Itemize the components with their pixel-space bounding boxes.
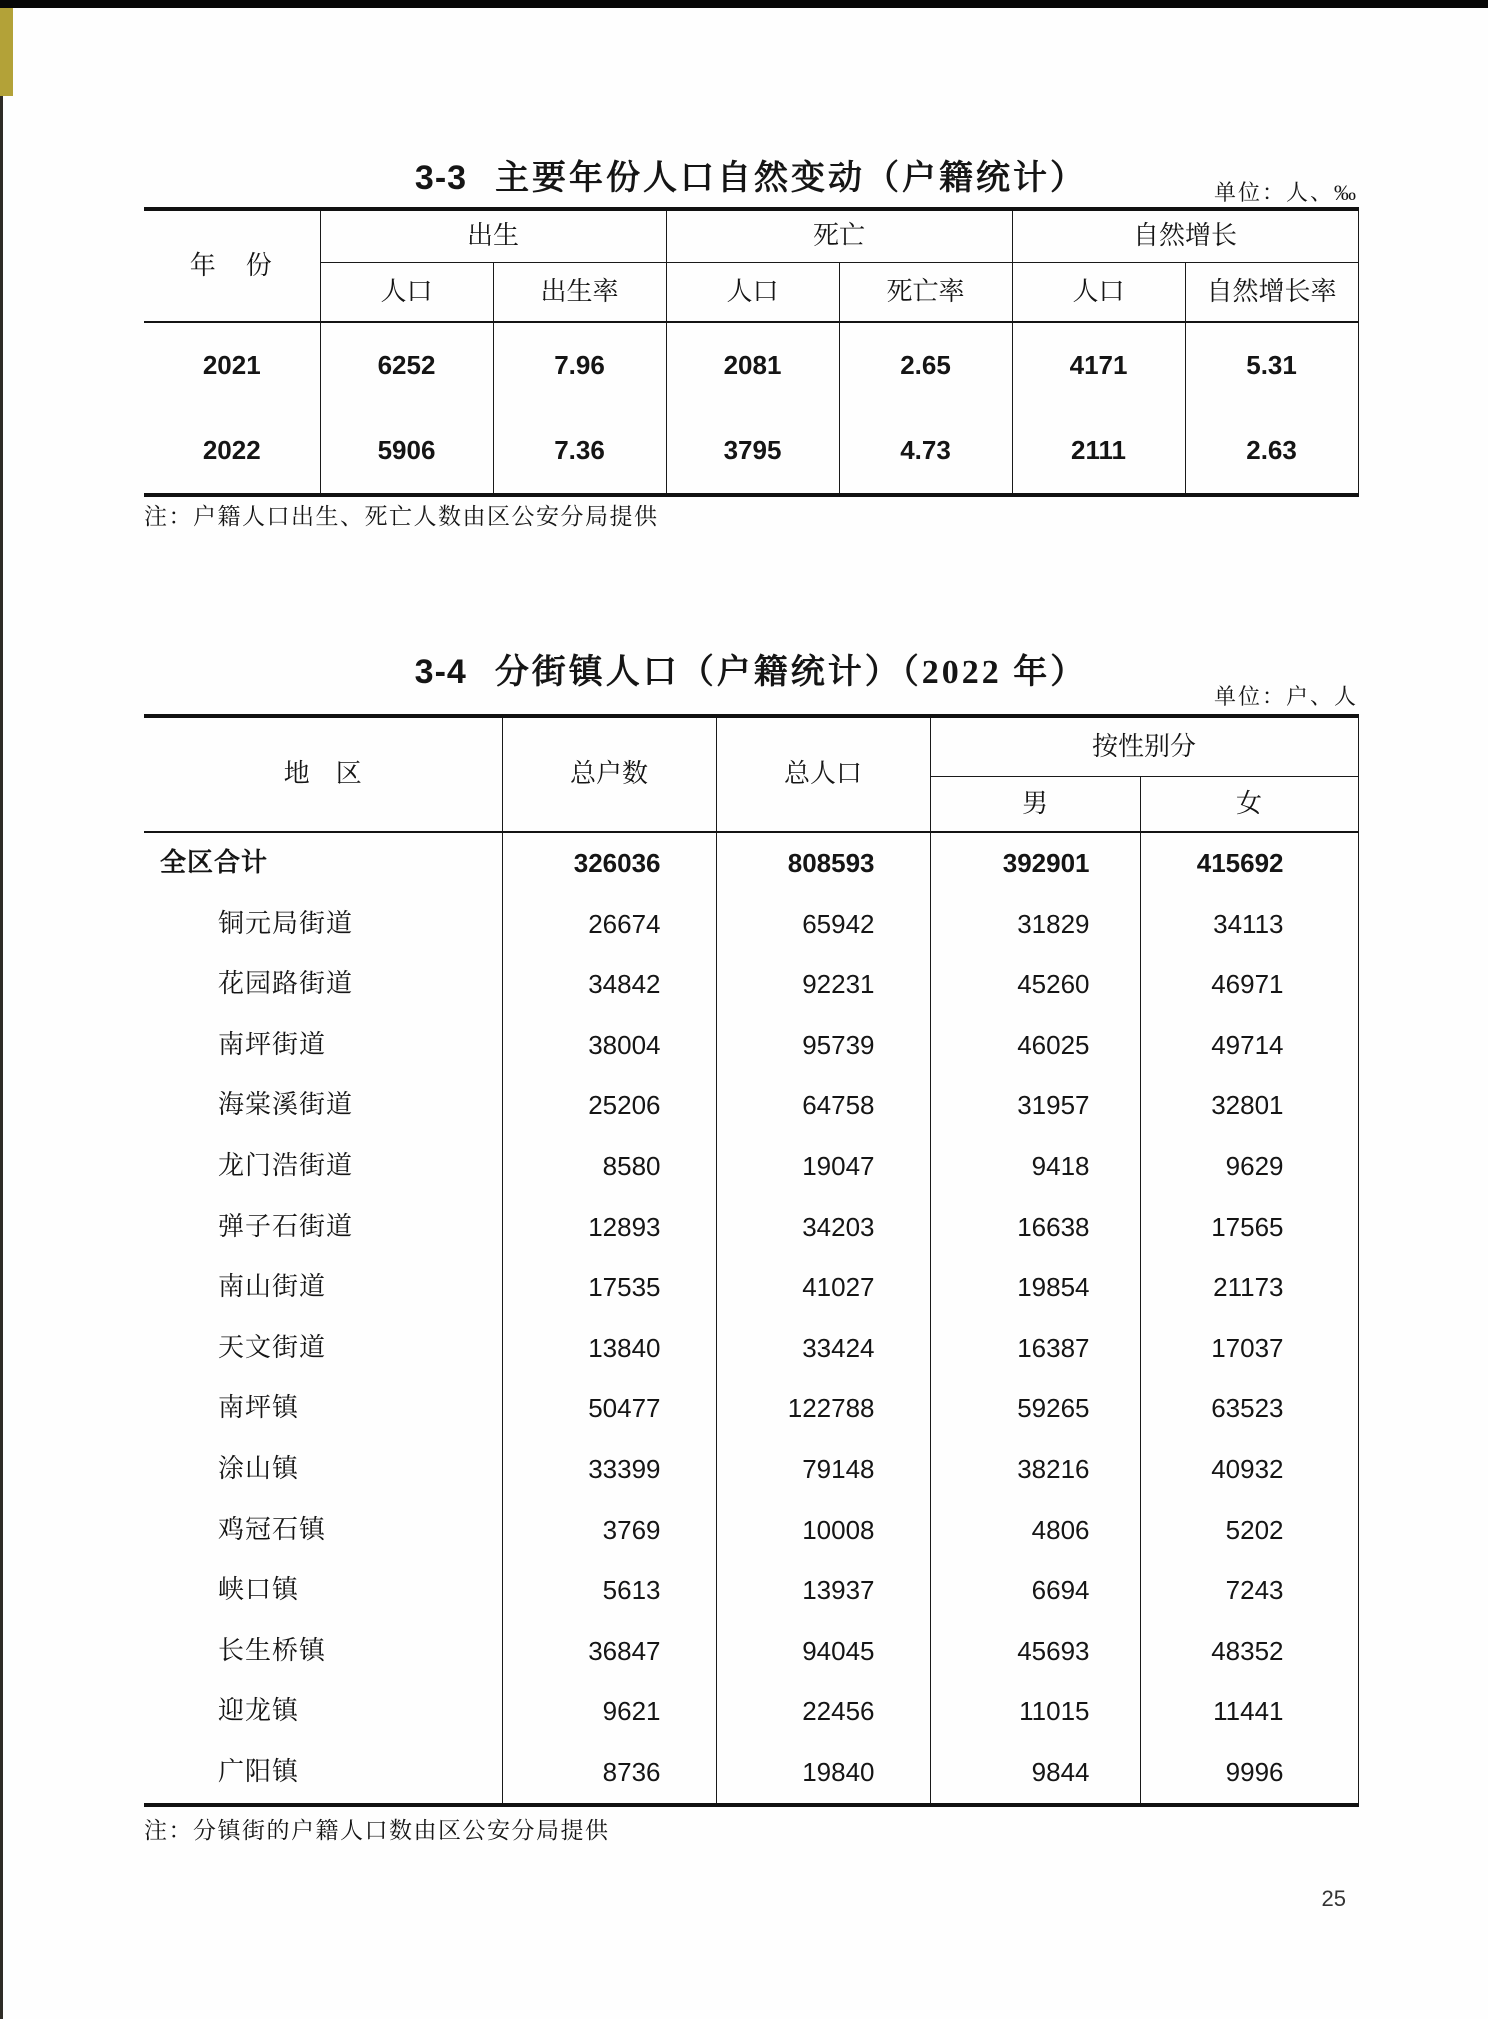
male-cell: 38216 [930, 1439, 1140, 1500]
households-cell: 3769 [502, 1500, 716, 1561]
header-region: 地 区 [144, 716, 502, 832]
female-cell: 34113 [1140, 894, 1358, 955]
households-cell: 5613 [502, 1560, 716, 1621]
households-cell: 26674 [502, 894, 716, 955]
table-row-2021 [144, 322, 1358, 408]
households-cell: 25206 [502, 1075, 716, 1136]
households-cell: 34842 [502, 954, 716, 1015]
header-death-rate: 死亡率 [839, 263, 1012, 323]
male-cell: 11015 [930, 1681, 1140, 1742]
table-row [144, 1742, 1358, 1805]
region-cell: 鸡冠石镇 [218, 1514, 327, 1544]
population-cell: 65942 [716, 894, 930, 955]
female-cell: 7243 [1140, 1560, 1358, 1621]
table-row [144, 1560, 1358, 1621]
region-cell: 广阳镇 [218, 1756, 300, 1786]
table-row [144, 1257, 1358, 1318]
population-cell: 79148 [716, 1439, 930, 1500]
households-cell: 9621 [502, 1681, 716, 1742]
table-3-3 [144, 207, 1359, 497]
male-cell: 392901 [930, 832, 1140, 894]
male-cell: 46025 [930, 1015, 1140, 1076]
region-cell: 南坪街道 [218, 1029, 327, 1059]
header-group-natural-growth: 自然增长 [1012, 209, 1358, 263]
female-cell: 21173 [1140, 1257, 1358, 1318]
female-cell: 17037 [1140, 1318, 1358, 1379]
male-cell: 16638 [930, 1197, 1140, 1258]
female-cell: 5202 [1140, 1500, 1358, 1561]
region-cell: 峡口镇 [218, 1575, 300, 1605]
male-cell: 19854 [930, 1257, 1140, 1318]
male-cell: 4806 [930, 1500, 1140, 1561]
region-cell: 南山街道 [218, 1272, 327, 1302]
birth-population-cell: 6252 [320, 322, 493, 408]
female-cell: 9629 [1140, 1136, 1358, 1197]
header-growth-population: 人口 [1012, 263, 1185, 323]
population-cell: 19047 [716, 1136, 930, 1197]
table-3-3-unit-label: 单位：人、‰ [1213, 180, 1358, 205]
female-cell: 32801 [1140, 1075, 1358, 1136]
death-population-cell: 2081 [666, 322, 839, 408]
male-cell: 31829 [930, 894, 1140, 955]
population-cell: 92231 [716, 954, 930, 1015]
scan-edge-left [0, 8, 3, 2019]
table-3-3-title-text: 主要年份人口自然变动（户籍统计） [495, 160, 1088, 197]
table-3-3-footnote: 注：户籍人口出生、死亡人数由区公安分局提供 [144, 504, 659, 529]
header-death-population: 人口 [666, 263, 839, 323]
table-row [144, 894, 1358, 955]
header-group-birth: 出生 [320, 209, 666, 263]
table-row [144, 1621, 1358, 1682]
table-3-4-number: 3-4 [414, 653, 467, 691]
scan-edge-top [0, 0, 1488, 8]
female-cell: 415692 [1140, 832, 1358, 894]
female-cell: 11441 [1140, 1681, 1358, 1742]
table-3-4 [144, 714, 1359, 1807]
table-row [144, 1136, 1358, 1197]
table-3-4-unit-label: 单位：户、人 [1213, 684, 1358, 709]
population-cell: 94045 [716, 1621, 930, 1682]
table-row-2022 [144, 408, 1358, 495]
households-cell: 38004 [502, 1015, 716, 1076]
growth-rate-cell: 2.63 [1185, 408, 1358, 495]
households-cell: 36847 [502, 1621, 716, 1682]
table-row [144, 1681, 1358, 1742]
households-cell: 13840 [502, 1318, 716, 1379]
region-cell: 南坪镇 [218, 1393, 300, 1423]
households-cell: 17535 [502, 1257, 716, 1318]
households-cell: 326036 [502, 832, 716, 894]
birth-rate-cell: 7.36 [493, 408, 666, 495]
population-cell: 22456 [716, 1681, 930, 1742]
table-row [144, 1075, 1358, 1136]
households-cell: 8736 [502, 1742, 716, 1805]
male-cell: 45693 [930, 1621, 1140, 1682]
female-cell: 48352 [1140, 1621, 1358, 1682]
birth-population-cell: 5906 [320, 408, 493, 495]
male-cell: 31957 [930, 1075, 1140, 1136]
header-population: 总人口 [716, 716, 930, 832]
population-cell: 808593 [716, 832, 930, 894]
table-3-3-group-header-row [144, 209, 1358, 263]
population-cell: 13937 [716, 1560, 930, 1621]
table-3-4-footnote: 注：分镇街的户籍人口数由区公安分局提供 [144, 1818, 610, 1843]
male-cell: 45260 [930, 954, 1140, 1015]
population-cell: 122788 [716, 1378, 930, 1439]
header-year: 年 份 [144, 209, 320, 322]
population-cell: 41027 [716, 1257, 930, 1318]
header-by-gender: 按性别分 [930, 716, 1358, 777]
female-cell: 17565 [1140, 1197, 1358, 1258]
male-cell: 9844 [930, 1742, 1140, 1805]
male-cell: 9418 [930, 1136, 1140, 1197]
region-cell: 铜元局街道 [218, 908, 354, 938]
header-birth-population: 人口 [320, 263, 493, 323]
households-cell: 8580 [502, 1136, 716, 1197]
region-cell: 海棠溪街道 [218, 1090, 354, 1120]
death-rate-cell: 2.65 [839, 322, 1012, 408]
growth-population-cell: 4171 [1012, 322, 1185, 408]
table-row [144, 1439, 1358, 1500]
female-cell: 40932 [1140, 1439, 1358, 1500]
male-cell: 59265 [930, 1378, 1140, 1439]
population-cell: 34203 [716, 1197, 930, 1258]
female-cell: 63523 [1140, 1378, 1358, 1439]
region-cell: 花园路街道 [218, 969, 354, 999]
table-row [144, 1015, 1358, 1076]
female-cell: 46971 [1140, 954, 1358, 1015]
death-rate-cell: 4.73 [839, 408, 1012, 495]
table-row [144, 1378, 1358, 1439]
region-cell: 全区合计 [160, 848, 269, 878]
households-cell: 33399 [502, 1439, 716, 1500]
region-cell: 涂山镇 [218, 1453, 300, 1483]
population-cell: 19840 [716, 1742, 930, 1805]
female-cell: 9996 [1140, 1742, 1358, 1805]
year-cell: 2022 [202, 435, 261, 466]
female-cell: 49714 [1140, 1015, 1358, 1076]
table-3-4-title-text: 分街镇人口（户籍统计）（2022 年） [494, 654, 1088, 691]
header-households: 总户数 [502, 716, 716, 832]
region-cell: 弹子石街道 [218, 1211, 354, 1241]
region-cell: 迎龙镇 [218, 1696, 300, 1726]
table-row-district-total [144, 832, 1358, 894]
table-3-3-number: 3-3 [414, 159, 468, 197]
table-row [144, 1197, 1358, 1258]
header-growth-rate: 自然增长率 [1185, 263, 1358, 323]
page-number: 25 [1321, 1886, 1346, 1911]
year-cell: 2021 [202, 350, 261, 381]
growth-population-cell: 2111 [1012, 408, 1185, 495]
header-male: 男 [930, 777, 1140, 833]
male-cell: 6694 [930, 1560, 1140, 1621]
table-row [144, 1318, 1358, 1379]
region-cell: 长生桥镇 [218, 1635, 327, 1665]
table-3-3-sub-header-row [144, 263, 1358, 323]
table-3-4-group-header-row [144, 716, 1358, 777]
table-row [144, 1500, 1358, 1561]
population-cell: 64758 [716, 1075, 930, 1136]
scan-corner-accent [0, 8, 13, 96]
growth-rate-cell: 5.31 [1185, 322, 1358, 408]
population-cell: 95739 [716, 1015, 930, 1076]
male-cell: 16387 [930, 1318, 1140, 1379]
header-female: 女 [1140, 777, 1358, 833]
population-cell: 33424 [716, 1318, 930, 1379]
death-population-cell: 3795 [666, 408, 839, 495]
birth-rate-cell: 7.96 [493, 322, 666, 408]
region-cell: 天文街道 [218, 1332, 327, 1362]
table-row [144, 954, 1358, 1015]
population-cell: 10008 [716, 1500, 930, 1561]
header-birth-rate: 出生率 [493, 263, 666, 323]
households-cell: 12893 [502, 1197, 716, 1258]
header-group-death: 死亡 [666, 209, 1012, 263]
region-cell: 龙门浩街道 [218, 1151, 354, 1181]
households-cell: 50477 [502, 1378, 716, 1439]
